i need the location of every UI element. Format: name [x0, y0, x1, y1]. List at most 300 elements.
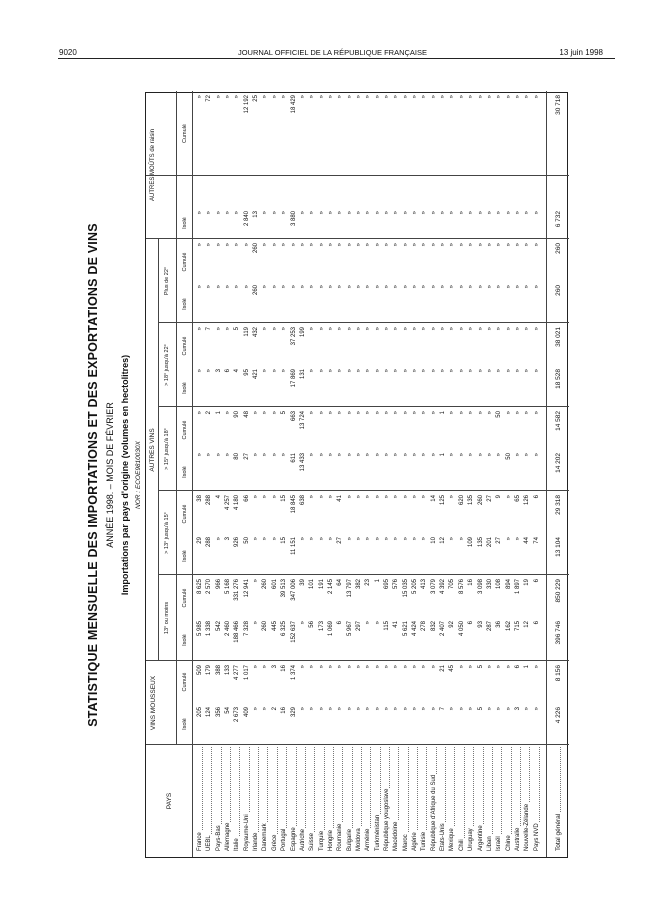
table-row	[215, 91, 224, 857]
value-cell: »	[355, 707, 362, 711]
value-cell: »	[337, 327, 344, 331]
value-cell: »	[355, 285, 362, 289]
value-cell: »	[430, 95, 437, 99]
value-cell: 966	[215, 579, 222, 590]
value-cell: »	[281, 327, 288, 331]
value-cell: »	[514, 95, 521, 99]
value-cell: 18 845	[290, 495, 297, 514]
value-cell: »	[346, 243, 353, 247]
value-cell: »	[384, 495, 390, 499]
value-cell: »	[365, 411, 372, 415]
header-rule	[58, 58, 615, 59]
value-cell: 5 621	[402, 621, 409, 637]
value-cell: »	[393, 243, 400, 247]
cumule-header: Cumulé	[182, 420, 188, 440]
journal-title: JOURNAL OFFICIEL DE LA RÉPUBLIQUE FRANÇAISE	[237, 48, 428, 57]
value-cell: 16	[281, 707, 288, 714]
table-row	[280, 91, 289, 857]
value-cell: 44	[524, 537, 531, 544]
value-cell: 152 637	[290, 621, 297, 643]
value-cell: 56	[309, 621, 316, 628]
value-cell: 7	[440, 707, 447, 711]
value-cell: »	[449, 537, 456, 541]
country-label: Chili	[458, 839, 465, 851]
value-cell: »	[262, 537, 269, 541]
table-row	[486, 91, 495, 857]
value-cell: 131	[299, 369, 306, 380]
value-cell: 14 202	[555, 453, 562, 473]
value-cell: 12 192	[243, 95, 250, 114]
value-cell: 287	[486, 621, 493, 632]
value-cell: »	[337, 411, 344, 415]
value-cell: »	[477, 411, 484, 415]
country-label: Italie	[234, 838, 241, 851]
country-cell	[439, 747, 448, 851]
value-cell: 2	[206, 411, 213, 415]
country-label: Etats-Unis	[440, 823, 447, 851]
value-cell: 18 528	[555, 369, 562, 389]
value-cell: »	[299, 285, 306, 289]
value-cell: 80	[234, 453, 241, 460]
value-cell: »	[393, 211, 400, 215]
value-cell: »	[449, 453, 456, 457]
value-cell: »	[421, 707, 428, 711]
value-cell: »	[262, 665, 269, 669]
value-cell: »	[346, 495, 353, 499]
country-cell	[402, 747, 411, 851]
value-cell: »	[309, 665, 316, 669]
value-cell: 14	[430, 495, 437, 502]
value-cell: »	[514, 411, 521, 415]
value-cell: 125	[440, 495, 447, 506]
value-cell: 330	[486, 579, 493, 590]
value-cell: »	[309, 453, 316, 457]
value-cell: 13	[253, 211, 260, 218]
value-cell: 5 205	[412, 579, 419, 595]
table-row	[355, 91, 364, 857]
value-cell: 331 276	[234, 579, 241, 601]
value-cell: »	[262, 369, 269, 373]
value-cell: »	[262, 327, 269, 331]
table-row	[477, 91, 486, 857]
value-cell: 188 466	[234, 621, 241, 643]
country-cell	[448, 747, 457, 851]
value-cell: 93	[477, 621, 484, 628]
value-cell: »	[355, 411, 362, 415]
value-cell: 13 433	[299, 453, 306, 472]
value-cell: 38 021	[555, 327, 562, 347]
value-cell: 7 328	[243, 621, 250, 637]
value-cell: »	[468, 285, 475, 289]
value-cell: »	[496, 707, 503, 711]
table-row	[392, 91, 401, 857]
value-cell: »	[468, 95, 475, 99]
value-cell: »	[468, 453, 475, 457]
value-cell: »	[355, 95, 362, 99]
value-cell: »	[533, 453, 540, 457]
cumule-header: Cumulé	[182, 672, 188, 692]
value-cell: »	[234, 211, 241, 215]
value-cell: »	[327, 369, 334, 373]
value-cell: »	[412, 211, 419, 215]
value-cell: »	[393, 369, 400, 373]
total-rule	[546, 91, 547, 857]
country-cell	[243, 747, 252, 851]
table-row	[308, 91, 317, 857]
value-cell: »	[533, 95, 540, 99]
value-cell: 2 840	[243, 211, 250, 227]
value-cell: »	[440, 243, 447, 247]
value-cell: 5 967	[346, 621, 353, 637]
cumule-header: Cumulé	[182, 588, 188, 608]
value-cell: »	[524, 95, 531, 99]
value-cell: »	[402, 243, 409, 247]
value-cell: 15	[281, 537, 288, 544]
value-cell: »	[253, 621, 260, 625]
value-cell: »	[327, 243, 334, 247]
value-cell: »	[197, 285, 203, 289]
country-cell	[318, 747, 327, 851]
table-row	[514, 91, 523, 857]
value-cell: 12	[524, 621, 531, 628]
value-cell: 7	[206, 327, 213, 331]
value-cell: »	[402, 453, 409, 457]
value-cell: »	[477, 285, 484, 289]
value-cell: »	[234, 285, 241, 289]
value-cell: »	[374, 707, 381, 711]
value-cell: 30 718	[555, 95, 562, 115]
value-cell: 109	[468, 537, 475, 548]
value-cell: »	[505, 665, 512, 669]
value-cell: 382	[355, 579, 362, 590]
header-rule	[158, 239, 159, 661]
value-cell: »	[533, 707, 540, 711]
value-cell: »	[384, 411, 390, 415]
value-cell: »	[318, 411, 325, 415]
value-cell: »	[393, 411, 400, 415]
value-cell: »	[524, 369, 531, 373]
value-cell: »	[337, 453, 344, 457]
value-cell: »	[327, 495, 334, 499]
value-cell: »	[262, 495, 269, 499]
value-cell: »	[346, 327, 353, 331]
value-cell: 179	[206, 665, 213, 676]
country-label: Macédoine	[393, 821, 400, 851]
country-cell	[495, 747, 504, 851]
value-cell: 5	[281, 411, 288, 415]
value-cell: »	[346, 369, 353, 373]
country-label: République yougoslave	[384, 788, 390, 851]
value-cell: »	[514, 453, 521, 457]
value-cell: 5	[234, 327, 241, 331]
value-cell: 12 941	[243, 579, 250, 598]
value-cell: »	[430, 453, 437, 457]
value-cell: »	[225, 95, 232, 99]
value-cell: »	[421, 453, 428, 457]
isole-header: Isolé	[182, 382, 188, 394]
value-cell: »	[412, 369, 419, 373]
value-cell: »	[505, 285, 512, 289]
value-cell: 396 746	[555, 621, 562, 645]
value-cell: »	[412, 243, 419, 247]
value-cell: »	[365, 621, 372, 625]
value-cell: »	[421, 537, 428, 541]
value-cell: »	[440, 285, 447, 289]
country-cell	[261, 747, 270, 851]
value-cell: »	[412, 411, 419, 415]
value-cell: »	[384, 369, 390, 373]
value-cell: »	[327, 453, 334, 457]
value-cell: »	[412, 707, 419, 711]
value-cell: »	[271, 243, 278, 247]
value-cell: »	[486, 285, 493, 289]
value-cell: »	[253, 495, 260, 499]
value-cell: 27	[496, 537, 503, 544]
value-cell: »	[327, 211, 334, 215]
value-cell: 4 180	[234, 495, 241, 511]
value-cell: »	[430, 707, 437, 711]
table-row	[233, 91, 242, 857]
value-cell: »	[281, 453, 288, 457]
value-cell: 133	[225, 665, 232, 676]
value-cell: »	[524, 243, 531, 247]
value-cell: »	[449, 411, 456, 415]
value-cell: »	[477, 369, 484, 373]
value-cell: »	[449, 95, 456, 99]
country-label: Turquie	[318, 830, 325, 851]
value-cell: »	[253, 411, 260, 415]
country-cell	[355, 747, 364, 851]
value-cell: »	[327, 411, 334, 415]
value-cell: »	[225, 285, 232, 289]
value-cell: 1 338	[206, 621, 213, 637]
value-cell: »	[346, 285, 353, 289]
value-cell: »	[524, 453, 531, 457]
value-cell: »	[421, 211, 428, 215]
value-cell: 95	[243, 369, 250, 376]
value-cell: 126	[524, 495, 531, 506]
isole-header: Isolé	[182, 634, 188, 646]
value-cell: 124	[206, 707, 213, 718]
value-cell: »	[225, 211, 232, 215]
country-label: Irlande	[253, 832, 260, 851]
value-cell: »	[365, 211, 372, 215]
country-cell	[467, 747, 476, 851]
country-cell	[374, 747, 383, 851]
table-row	[318, 91, 327, 857]
value-cell: »	[514, 369, 521, 373]
value-cell: 509	[197, 665, 203, 676]
value-cell: »	[421, 369, 428, 373]
value-cell: 135	[468, 495, 475, 506]
value-cell: 74	[533, 537, 540, 544]
value-cell: »	[309, 495, 316, 499]
value-cell: 5	[477, 707, 484, 711]
value-cell: »	[412, 537, 419, 541]
table-row	[505, 91, 514, 857]
country-label: Israël	[496, 836, 503, 851]
table-row	[346, 91, 355, 857]
value-cell: »	[206, 369, 213, 373]
table-row	[364, 91, 373, 857]
value-cell: 4 392	[440, 579, 447, 595]
value-cell: »	[337, 665, 344, 669]
value-cell: 201	[486, 537, 493, 548]
value-cell: »	[262, 95, 269, 99]
value-cell: »	[374, 495, 381, 499]
value-cell: »	[271, 95, 278, 99]
value-cell: »	[458, 411, 465, 415]
value-cell: »	[253, 453, 260, 457]
value-cell: »	[505, 369, 512, 373]
value-cell: »	[225, 411, 232, 415]
nor-reference: NOR : ECOE9810030X	[135, 441, 142, 509]
value-cell: »	[412, 327, 419, 331]
value-cell: »	[374, 621, 381, 625]
value-cell: 2 673	[234, 707, 241, 723]
import-table	[145, 92, 568, 858]
value-cell: 6 732	[555, 211, 562, 228]
value-cell: 3	[215, 369, 222, 373]
value-cell: »	[374, 211, 381, 215]
country-cell	[308, 747, 317, 851]
value-cell: 6	[468, 621, 475, 625]
value-cell: 1 017	[243, 665, 250, 681]
country-label: Argentine	[477, 825, 484, 851]
value-cell: 4 277	[234, 665, 241, 681]
value-cell: 388	[215, 665, 222, 676]
value-cell: 13 797	[346, 579, 353, 598]
value-cell: 8 576	[458, 579, 465, 595]
value-cell: 4	[234, 369, 241, 373]
table-row	[327, 91, 336, 857]
value-cell: »	[430, 411, 437, 415]
value-cell: 432	[253, 327, 260, 338]
value-cell: »	[449, 243, 456, 247]
value-cell: »	[337, 369, 344, 373]
country-cell	[299, 747, 308, 851]
table-row	[243, 91, 252, 857]
value-cell: 347 006	[290, 579, 297, 601]
value-cell: »	[505, 495, 512, 499]
value-cell: 5	[477, 665, 484, 669]
value-cell: »	[524, 285, 531, 289]
value-cell: »	[402, 327, 409, 331]
value-cell: »	[262, 707, 269, 711]
value-cell: »	[514, 327, 521, 331]
value-cell: 4 257	[225, 495, 232, 511]
value-cell: 21	[440, 665, 447, 672]
value-cell: »	[215, 453, 222, 457]
value-cell: »	[253, 579, 260, 583]
value-cell: »	[374, 327, 381, 331]
value-cell: 1	[440, 453, 447, 457]
value-cell: »	[365, 453, 372, 457]
value-cell: »	[458, 665, 465, 669]
table-row	[271, 91, 280, 857]
header-rule	[192, 91, 193, 857]
value-cell: »	[374, 665, 381, 669]
value-cell: »	[384, 537, 390, 541]
value-cell: »	[374, 369, 381, 373]
value-cell: »	[402, 411, 409, 415]
value-cell: 288	[206, 495, 213, 506]
value-cell: »	[393, 453, 400, 457]
pays-header: PAYS	[166, 792, 173, 810]
table-row	[374, 91, 383, 857]
value-cell: »	[374, 285, 381, 289]
header-rule	[176, 91, 177, 745]
value-cell: »	[271, 537, 278, 541]
country-cell	[554, 747, 563, 851]
value-cell: »	[290, 243, 297, 247]
value-cell: 50	[243, 537, 250, 544]
value-cell: »	[253, 707, 260, 711]
cumule-header: Cumulé	[182, 252, 188, 272]
value-cell: 25	[253, 95, 260, 102]
value-cell: »	[309, 285, 316, 289]
country-cell	[252, 747, 261, 851]
value-cell: »	[505, 707, 512, 711]
value-cell: »	[197, 327, 203, 331]
value-cell: »	[505, 95, 512, 99]
value-cell: »	[402, 285, 409, 289]
value-cell: »	[374, 243, 381, 247]
isole-header: Isolé	[182, 466, 188, 478]
table-row	[533, 91, 542, 857]
value-cell: 2 407	[440, 621, 447, 637]
value-cell: »	[458, 369, 465, 373]
value-cell: 39 513	[281, 579, 288, 598]
value-cell: »	[271, 211, 278, 215]
value-cell: »	[318, 327, 325, 331]
value-cell: »	[533, 327, 540, 331]
rotated-table-page	[86, 90, 568, 860]
value-cell: »	[486, 369, 493, 373]
value-cell: 205	[197, 707, 203, 718]
value-cell: »	[234, 243, 241, 247]
value-cell: »	[468, 665, 475, 669]
value-cell: 15	[281, 495, 288, 502]
country-label: Pays-Bas	[215, 825, 222, 851]
value-cell: 850 229	[555, 579, 562, 603]
value-cell: »	[215, 211, 222, 215]
value-cell: »	[412, 95, 419, 99]
country-label: Turkménistan	[374, 814, 381, 851]
total-row	[554, 91, 563, 857]
value-cell: »	[318, 95, 325, 99]
value-cell: »	[496, 327, 503, 331]
value-cell: »	[402, 95, 409, 99]
value-cell: »	[243, 243, 250, 247]
value-cell: »	[299, 537, 306, 541]
value-cell: 17 869	[290, 369, 297, 388]
value-cell: 41	[337, 495, 344, 502]
value-cell: »	[243, 285, 250, 289]
value-cell: »	[486, 411, 493, 415]
value-cell: »	[197, 411, 203, 415]
country-label: Autriche	[299, 828, 306, 851]
value-cell: »	[197, 243, 203, 247]
value-cell: 620	[458, 495, 465, 506]
value-cell: »	[337, 285, 344, 289]
value-cell: 260	[253, 243, 260, 254]
value-cell: 66	[243, 495, 250, 502]
value-cell: »	[496, 453, 503, 457]
country-cell	[346, 747, 355, 851]
value-cell: »	[346, 95, 353, 99]
value-cell: 6	[337, 621, 344, 625]
